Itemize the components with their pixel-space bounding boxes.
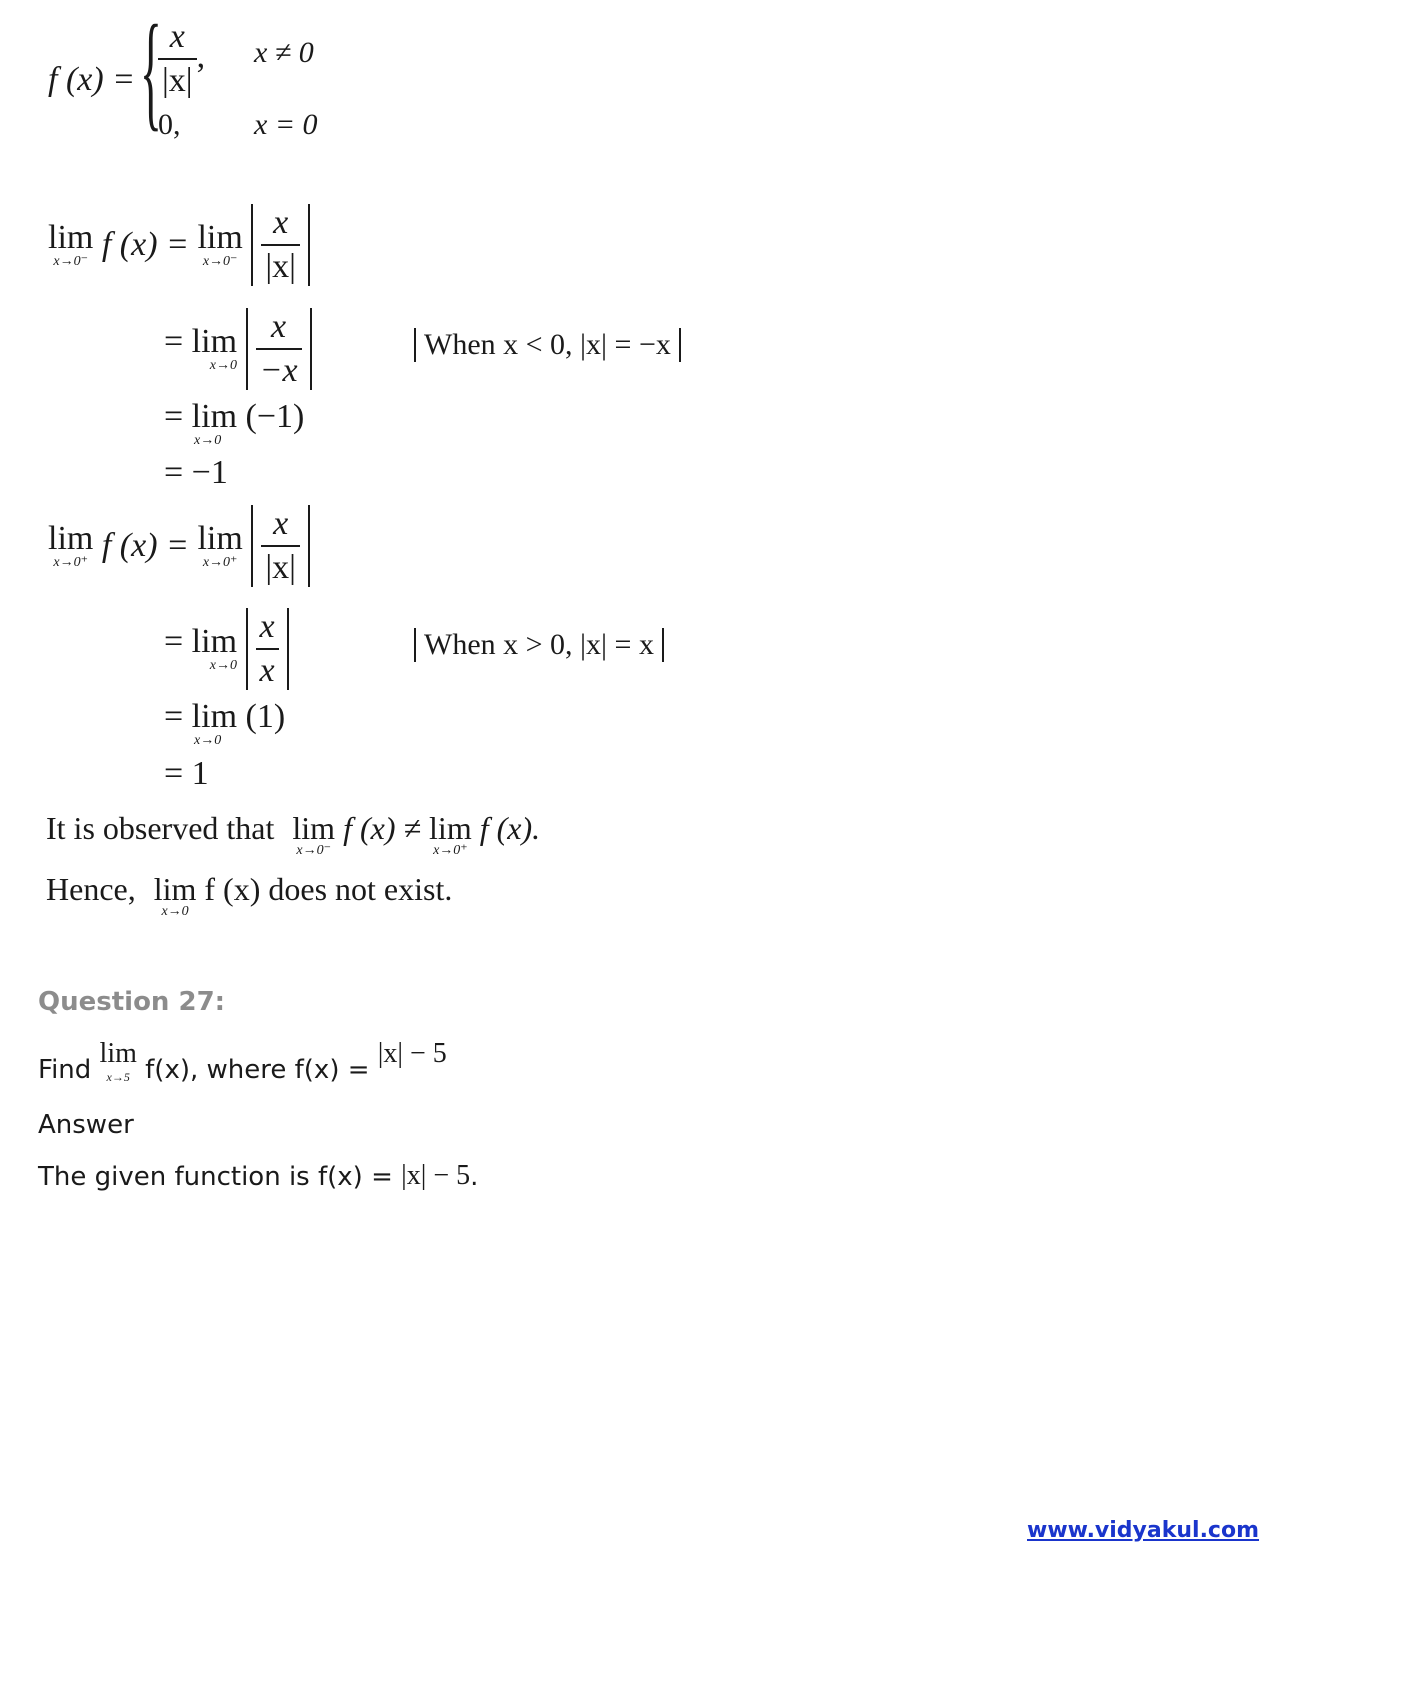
lhs-fx: f (x) = — [101, 226, 189, 263]
given-period: . — [470, 1162, 479, 1192]
concl-lim-group — [154, 873, 197, 919]
concl-end: f (x) does not exist. — [204, 871, 453, 907]
left-note-text: When x < 0, |x| = −x — [424, 328, 671, 361]
r-step3-text: = lim (1) — [164, 698, 286, 735]
obs-sub2: x→0⁺ — [433, 843, 468, 858]
left-frac — [261, 206, 300, 284]
right-note-text: When x > 0, |x| = x — [424, 628, 654, 661]
obs-end: f (x). — [479, 810, 541, 846]
case1-den: |x| — [158, 58, 197, 98]
given-text: The given function is f(x) = — [38, 1162, 393, 1192]
r-step2-eq: = lim — [164, 623, 238, 660]
case1-num: x — [169, 18, 185, 55]
r-lhs-lim-sub: x→0⁺ — [53, 555, 88, 570]
concl-text: Hence, — [46, 871, 136, 907]
r-rhs-lim: lim — [197, 520, 243, 557]
step2-lim-group — [164, 325, 237, 373]
question-heading: Question 27: — [38, 987, 226, 1017]
step3-group — [164, 400, 304, 448]
step3-text: = lim (−1) — [164, 398, 305, 435]
r-lhs-lim: lim — [48, 520, 94, 557]
r-lhs-fx: f (x) = — [101, 527, 189, 564]
left-limit-step2 — [164, 308, 312, 390]
right-limit-step2 — [164, 608, 289, 690]
q-lim-sub: x→5 — [106, 1070, 130, 1084]
obs-sub1: x→0⁻ — [296, 843, 332, 858]
rhs-lim-group — [197, 221, 242, 269]
r-step3-sub: x→0 — [194, 733, 222, 748]
r-step2-frac — [256, 610, 279, 688]
given-expr: |x| − 5 — [401, 1160, 471, 1191]
fn-def-lhs — [48, 63, 135, 97]
right-frac-num: x — [273, 505, 289, 542]
step2-frac — [256, 310, 302, 388]
find-text: Find — [38, 1055, 92, 1085]
r-lhs-lim-group — [48, 522, 93, 570]
obs-lim2-group — [429, 812, 472, 858]
r-step2-num: x — [259, 608, 275, 645]
question-find-line — [38, 1038, 447, 1085]
case1-fraction — [158, 20, 197, 98]
r-step3-group — [164, 700, 285, 748]
footer-website-link[interactable]: www.vidyakul.com — [1027, 1518, 1260, 1543]
rhs-lim: lim — [197, 219, 243, 256]
left-frac-den: |x| — [261, 244, 300, 284]
right-note — [414, 628, 664, 662]
step2-bracket — [246, 308, 312, 390]
obs-lim1: lim — [292, 810, 336, 846]
fn-case1-cond: x ≠ 0 — [254, 36, 314, 69]
concl-lim: lim — [153, 871, 197, 907]
observation-line — [46, 812, 540, 858]
fn-case1 — [158, 20, 205, 98]
right-frac-den: |x| — [261, 545, 300, 585]
left-limit-step3 — [164, 400, 304, 448]
step2-eq: = lim — [164, 323, 238, 360]
conclusion-line — [46, 873, 452, 919]
lhs-lim: lim — [48, 219, 94, 256]
r-step2-den: x — [256, 648, 279, 688]
given-line — [38, 1160, 478, 1192]
q-lim-group — [100, 1038, 137, 1085]
right-limit-line1 — [48, 505, 310, 587]
fn-case2-cond: x = 0 — [254, 108, 318, 141]
step2-sub: x→0 — [209, 358, 238, 373]
obs-mid: f (x) ≠ — [343, 810, 422, 846]
r-step2-sub: x→0 — [209, 658, 238, 673]
left-frac-num: x — [273, 204, 289, 241]
rhs-lim-sub: x→0⁻ — [202, 254, 238, 269]
left-limit-line1 — [48, 204, 310, 286]
right-bracket-frac — [251, 505, 310, 587]
q-lim: lim — [99, 1038, 137, 1069]
concl-sub: x→0 — [161, 904, 189, 919]
step2-num: x — [270, 308, 287, 345]
fx-text: f(x), where f(x) = — [145, 1055, 370, 1085]
lhs-lim-sub: x→0⁻ — [53, 254, 88, 269]
case1-comma: , — [196, 37, 206, 75]
obs-lim2: lim — [429, 810, 472, 846]
step3-sub: x→0 — [194, 433, 222, 448]
right-frac — [261, 507, 300, 585]
q-expr: |x| − 5 — [377, 1038, 447, 1069]
left-limit-step4: = −1 — [164, 454, 228, 491]
right-limit-step3 — [164, 700, 285, 748]
r-step2-lim-group — [164, 625, 237, 673]
fn-lhs-text: f (x) = — [48, 61, 136, 98]
step2-den: −x — [256, 348, 302, 388]
r-rhs-lim-group — [197, 522, 242, 570]
r-rhs-lim-sub: x→0⁺ — [202, 555, 238, 570]
left-bracket-frac — [251, 204, 310, 286]
r-step2-bracket — [246, 608, 289, 690]
fn-case2-val: 0, — [158, 108, 181, 141]
lhs-lim-group — [48, 221, 93, 269]
left-note — [414, 328, 681, 362]
obs-text: It is observed that — [46, 810, 275, 846]
answer-label: Answer — [38, 1110, 134, 1140]
obs-lim1-group — [292, 812, 335, 858]
fn-brace: { — [140, 0, 162, 143]
right-limit-step4: = 1 — [164, 755, 209, 792]
